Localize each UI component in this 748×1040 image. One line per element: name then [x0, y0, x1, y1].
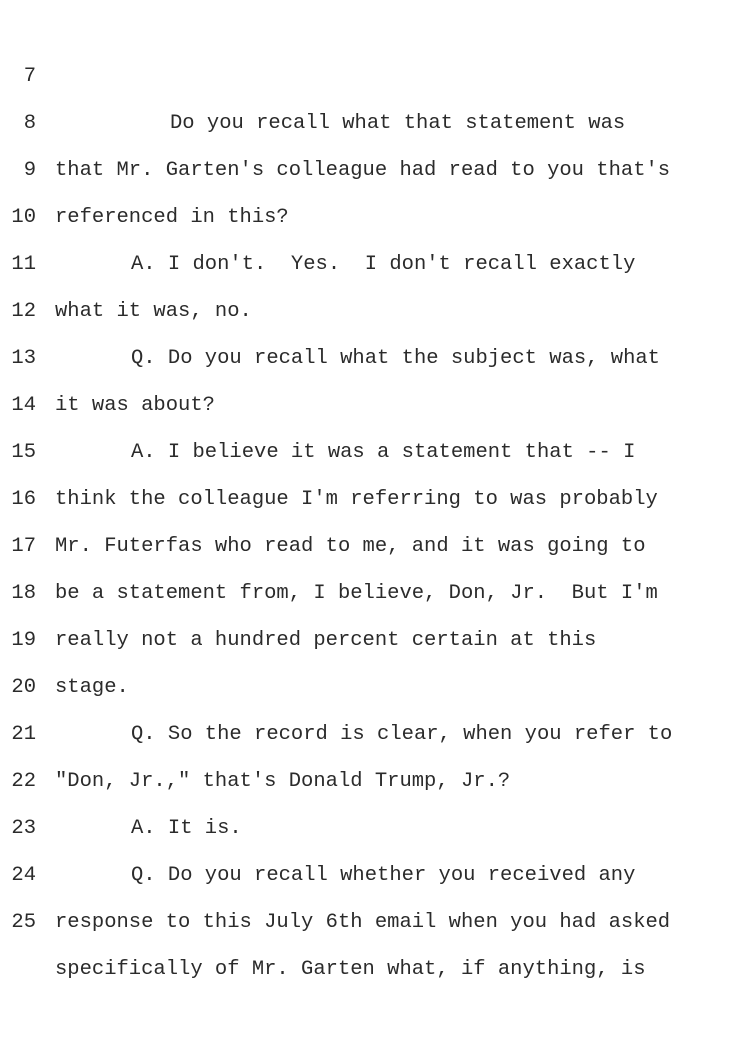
- line-number: 9: [23, 159, 36, 182]
- line-text: what it was, no.: [55, 300, 252, 323]
- line-number: 15: [11, 441, 36, 464]
- line-text: Mr. Futerfas who read to me, and it was going to: [55, 535, 646, 558]
- line-text: it was about?: [55, 394, 215, 417]
- line-text: A. It is.: [131, 817, 242, 840]
- line-number: 20: [11, 676, 36, 699]
- line-text: that Mr. Garten's colleague had read to you that's: [55, 159, 671, 182]
- line-number: 24: [11, 864, 36, 887]
- line-number: 19: [11, 629, 36, 652]
- transcript-line: [0, 6, 748, 135]
- line-number: 21: [11, 723, 36, 746]
- line-text: Q. Do you recall whether you received any: [131, 864, 636, 887]
- line-number: 11: [11, 253, 36, 276]
- line-text: stage.: [55, 676, 129, 699]
- line-text: A. I believe it was a statement that -- I: [131, 441, 636, 464]
- line-number: 10: [11, 206, 36, 229]
- line-text: be a statement from, I believe, Don, Jr. But I'm: [55, 582, 658, 605]
- line-text: specifically of Mr. Garten what, if anything, is: [55, 958, 646, 981]
- line-text: A. I don't. Yes. I don't recall exactly: [131, 253, 636, 276]
- line-number: 16: [11, 488, 36, 511]
- line-number: 17: [11, 535, 36, 558]
- line-number: 12: [11, 300, 36, 323]
- line-text: "Don, Jr.," that's Donald Trump, Jr.?: [55, 770, 511, 793]
- line-text: Q. Do you recall what the subject was, what: [131, 347, 660, 370]
- line-text: think the colleague I'm referring to was probably: [55, 488, 658, 511]
- line-text: Do you recall what that statement was: [170, 112, 626, 135]
- line-number: 7: [23, 65, 36, 88]
- line-number: 25: [11, 911, 36, 934]
- line-number: 23: [11, 817, 36, 840]
- line-number: 22: [11, 770, 36, 793]
- line-text: really not a hundred percent certain at this: [55, 629, 597, 652]
- line-number: 13: [11, 347, 36, 370]
- line-number: 8: [23, 112, 36, 135]
- line-text: Q. So the record is clear, when you refer to: [131, 723, 673, 746]
- line-number: 14: [11, 394, 36, 417]
- line-text: response to this July 6th email when you had asked: [55, 911, 671, 934]
- line-text: referenced in this?: [55, 206, 289, 229]
- line-number: 18: [11, 582, 36, 605]
